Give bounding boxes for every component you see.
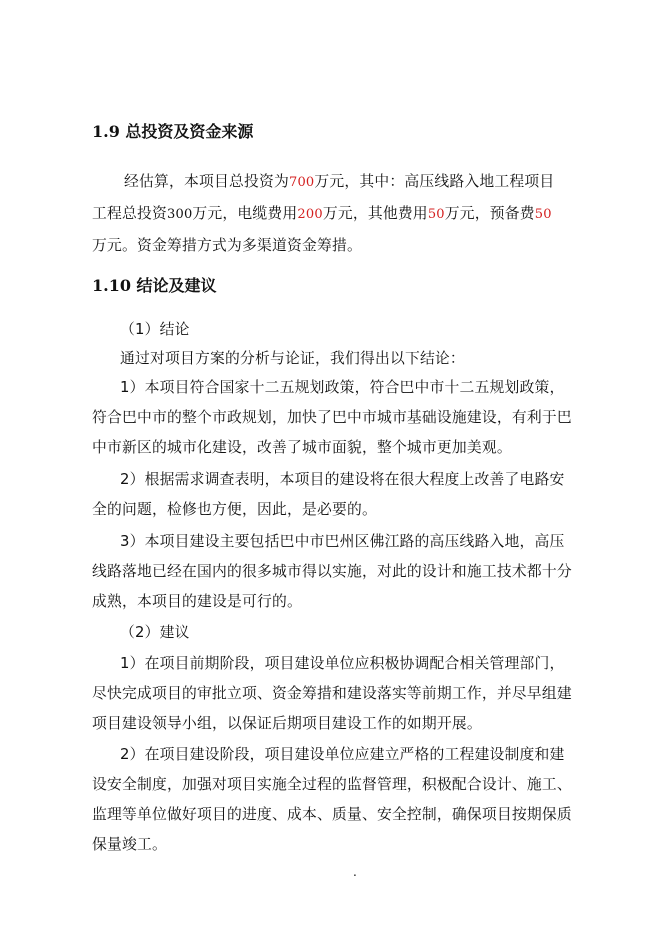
project-investment-amount: 300 [167, 207, 193, 222]
suggestion-item-2: 监理等单位做好项目的进度、成本、质量、安全控制，确保项目按期保质 [92, 806, 572, 823]
suggestion-item-1: 尽快完成项目的审批立项、资金筹措和建设落实等前期工作，并尽早组建 [92, 685, 572, 702]
conclusion-title: （1）结论 [120, 321, 190, 338]
paragraph-line [92, 204, 552, 225]
conclusion-item-1: 中市新区的城市化建设，改善了城市面貌，整个城市更加美观。 [92, 439, 512, 456]
conclusion-item-3: 成熟，本项目的建设是可行的。 [92, 593, 302, 610]
reserve-cost-amount: 50 [534, 207, 552, 222]
footer-mark: . [353, 865, 357, 879]
suggestion-item-1: 项目建设领导小组，以保证后期项目建设工作的如期开展。 [92, 715, 482, 732]
paragraph-line: 万元。资金筹措方式为多渠道资金筹措。 [92, 237, 362, 254]
text-span: 万元，电缆费用 [192, 205, 298, 222]
text-span: 经估算，本项目总投资为 [124, 173, 289, 190]
suggestion-item-2: 设安全制度，加强对项目实施全过程的监督管理，积极配合设计、施工、 [92, 776, 572, 793]
cable-cost-amount: 200 [297, 207, 323, 222]
conclusion-item-1: 符合巴中市的整个市政规划，加快了巴中市城市基础设施建设，有利于巴 [92, 409, 572, 426]
text-span: 工程总投资 [92, 205, 167, 222]
conclusion-item-3: 线路落地已经在国内的很多城市得以实施，对此的设计和施工技术都十分 [92, 563, 572, 580]
suggestion-title: （2）建议 [120, 624, 190, 641]
total-investment-amount: 700 [288, 175, 315, 190]
conclusion-item-2: 2）根据需求调查表明，本项目的建设将在很大程度上改善了电路安 [120, 471, 565, 488]
suggestion-item-2: 2）在项目建设阶段，项目建设单位应建立严格的工程建设制度和建 [120, 746, 565, 763]
suggestion-item-2: 保量竣工。 [92, 836, 167, 853]
conclusion-item-2: 全的问题，检修也方便，因此，是必要的。 [92, 501, 377, 518]
paragraph-line [124, 172, 554, 193]
section-heading-1-9: 1.9 总投资及资金来源 [92, 122, 254, 141]
conclusion-intro: 通过对项目方案的分析与论证，我们得出以下结论： [120, 350, 465, 367]
text-span: 万元，预备费 [444, 205, 535, 222]
other-cost-amount: 50 [427, 207, 445, 222]
conclusion-item-3: 3）本项目建设主要包括巴中市巴州区佛江路的高压线路入地，高压 [120, 533, 565, 550]
conclusion-item-1: 1）本项目符合国家十二五规划政策，符合巴中市十二五规划政策， [120, 379, 565, 396]
text-span: 万元，其他费用 [322, 205, 428, 222]
text-span: 万元，其中：高压线路入地工程项目 [314, 173, 555, 190]
suggestion-item-1: 1）在项目前期阶段，项目建设单位应积极协调配合相关管理部门， [120, 655, 565, 672]
section-heading-1-10: 1.10 结论及建议 [92, 276, 217, 295]
